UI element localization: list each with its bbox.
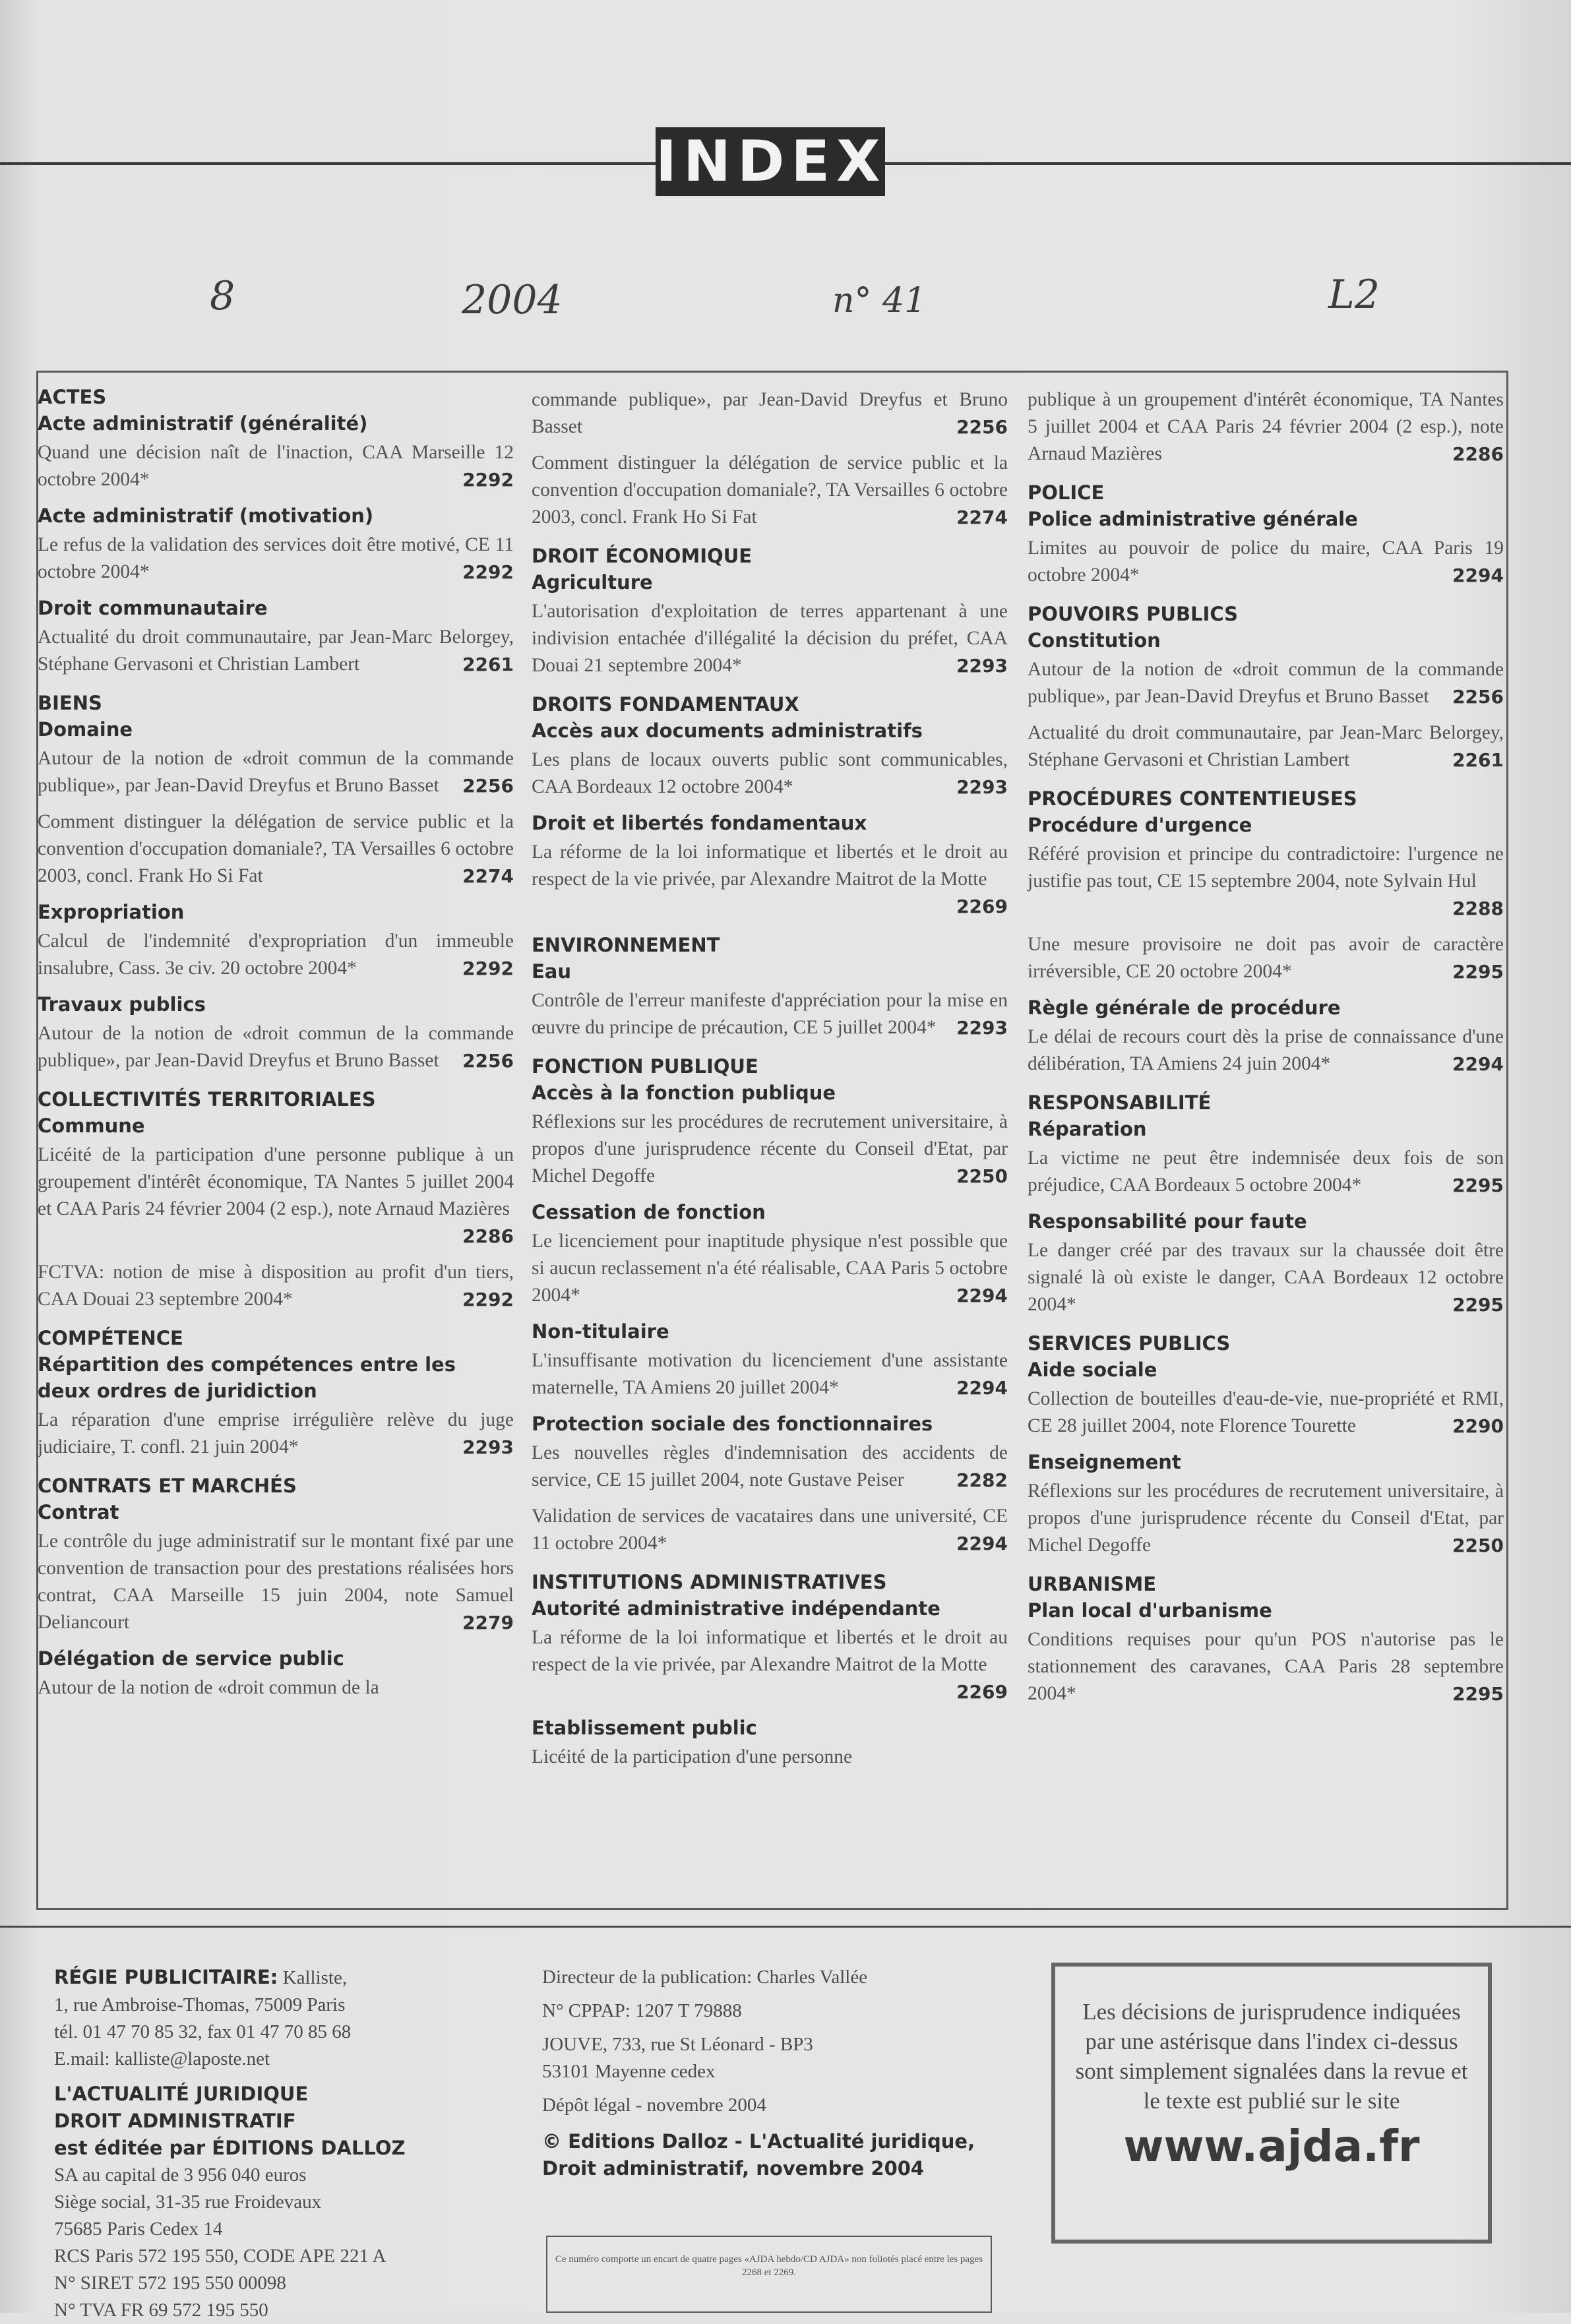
index-entry bbox=[532, 1228, 1008, 1309]
pub-line: Directeur de la publication: Charles Vallée bbox=[542, 1967, 868, 1988]
company-line: SA au capital de 3 956 040 euros bbox=[54, 2164, 307, 2186]
entry-text: Comment distinguer la délégation de service public et la convention d'occupation domaniale?, TA Versailles 6 octobre 2003, concl. Frank Ho Si Fat bbox=[532, 452, 1008, 528]
page-reference: 2292 bbox=[462, 1289, 514, 1310]
section-heading: COMPÉTENCE bbox=[38, 1327, 183, 1349]
section-heading: FONCTION PUBLIQUE bbox=[532, 1055, 758, 1078]
page-reference: 2261 bbox=[1452, 749, 1504, 771]
entry-text: L'autorisation d'exploitation de terres appartenant à une indivision entachée d'illégalité la décision du préfet, CAA Douai 21 septembre 2004* bbox=[532, 601, 1008, 676]
index-entry bbox=[532, 598, 1008, 679]
entry-text: Actualité du droit communautaire, par Jean-Marc Belorgey, Stéphane Gervasoni et Christian Lambert bbox=[38, 627, 514, 675]
entry-text: publique à un groupement d'intérêt économique, TA Nantes 5 juillet 2004 et CAA Paris 24 février 2004 (2 esp.), note Arnaud Mazières bbox=[1028, 389, 1504, 464]
index-entry bbox=[38, 1407, 514, 1461]
page-reference: 2256 bbox=[462, 1050, 514, 1072]
page-reference: 2295 bbox=[1452, 961, 1504, 983]
page-reference: 2294 bbox=[1452, 565, 1504, 586]
index-entry bbox=[38, 1528, 514, 1636]
index-entry bbox=[1028, 535, 1504, 589]
entry-text: La victime ne peut être indemnisée deux fois de son préjudice, CAA Bordeaux 5 octobre 2004* bbox=[1028, 1147, 1504, 1196]
handwritten-note-number: n° 41 bbox=[832, 281, 927, 321]
index-entry bbox=[1028, 656, 1504, 710]
page-reference: 2269 bbox=[956, 896, 1008, 917]
index-entry bbox=[38, 532, 514, 586]
entry-text: Autour de la notion de «droit commun de la bbox=[38, 1677, 379, 1698]
footer-rule bbox=[0, 1926, 1571, 1928]
page-reference: 2292 bbox=[462, 958, 514, 979]
page-reference: 2286 bbox=[1452, 443, 1504, 465]
company-line: N° SIRET 572 195 550 00098 bbox=[54, 2273, 286, 2294]
entry-text: Réflexions sur les procédures de recrutement universitaire, à propos d'une jurisprudence récente du Conseil d'Etat, par Michel Degoffe bbox=[532, 1111, 1008, 1186]
entry-text: Une mesure provisoire ne doit pas avoir de caractère irréversible, CE 20 octobre 2004* bbox=[1028, 934, 1504, 982]
index-entry bbox=[38, 1142, 514, 1250]
index-column-3 bbox=[1028, 384, 1504, 1717]
regie-line: tél. 01 47 70 85 32, fax 01 47 70 85 68 bbox=[54, 2021, 352, 2042]
index-entry bbox=[532, 386, 1008, 441]
publication-info bbox=[542, 1964, 1004, 2182]
regie-label: RÉGIE PUBLICITAIRE: bbox=[54, 1966, 278, 1988]
entry-text: L'insuffisante motivation du licenciement d'une assistante maternelle, TA Amiens 20 juillet 2004* bbox=[532, 1350, 1008, 1398]
page-reference: 2292 bbox=[462, 469, 514, 491]
page-reference: 2292 bbox=[462, 561, 514, 583]
entry-text: Référé provision et principe du contradictoire: l'urgence ne justifie pas tout, CE 15 septembre 2004, note Sylvain Hul bbox=[1028, 843, 1504, 892]
index-entry bbox=[532, 1440, 1008, 1494]
page-reference: 2294 bbox=[1452, 1053, 1504, 1075]
entry-text: Contrôle de l'erreur manifeste d'appréciation pour la mise en œuvre du principe de précaution, CE 5 juillet 2004* bbox=[532, 990, 1008, 1038]
page-reference: 2261 bbox=[462, 654, 514, 675]
section-heading: POUVOIRS PUBLICS bbox=[1028, 603, 1239, 625]
page-reference: 2294 bbox=[956, 1377, 1008, 1399]
index-entry bbox=[1028, 1478, 1504, 1559]
subsection-heading: Acte administratif (motivation) bbox=[38, 505, 374, 527]
subsection-heading: Droit communautaire bbox=[38, 597, 268, 619]
entry-text: Réflexions sur les procédures de recrutement universitaire, à propos d'une jurisprudence récente du Conseil d'Etat, par Michel Degoffe bbox=[1028, 1481, 1504, 1556]
publisher-info bbox=[54, 1964, 516, 2324]
entry-text: commande publique», par Jean-David Dreyfus et Bruno Basset bbox=[532, 389, 1008, 437]
entry-text: Actualité du droit communautaire, par Jean-Marc Belorgey, Stéphane Gervasoni et Christian Lambert bbox=[1028, 722, 1504, 770]
subsection-heading: Autorité administrative indépendante bbox=[532, 1597, 940, 1620]
section-heading: BIENS bbox=[38, 692, 102, 714]
handwritten-note-code: L2 bbox=[1328, 272, 1380, 318]
index-entry bbox=[38, 624, 514, 678]
regie-name: Kalliste, bbox=[282, 1967, 348, 1988]
index-entry bbox=[38, 809, 514, 890]
entry-text: Collection de bouteilles d'eau-de-vie, nue-propriété et RMI, CE 28 juillet 2004, note Florence Tourette bbox=[1028, 1388, 1504, 1436]
subsection-heading: Plan local d'urbanisme bbox=[1028, 1599, 1272, 1622]
subsection-heading: Agriculture bbox=[532, 571, 653, 594]
regie-line: E.mail: kalliste@laposte.net bbox=[54, 2048, 270, 2069]
insert-notice: Ce numéro comporte un encart de quatre pages «AJDA hebdo/CD AJDA» non foliotés placé entre les pages 2268 et 2269. bbox=[546, 2236, 992, 2313]
page-reference: 2295 bbox=[1452, 1175, 1504, 1196]
pub-line: N° CPPAP: 1207 T 79888 bbox=[542, 2000, 742, 2021]
asterisk-notice-text: Les décisions de jurisprudence indiquées par une astérisque dans l'index ci-dessus sont simplement signalées dans la revue et le texte est publié sur le site bbox=[1075, 1999, 1468, 2114]
index-entry bbox=[532, 1744, 1008, 1771]
section-heading: DROITS FONDAMENTAUX bbox=[532, 693, 799, 716]
page-reference: 2294 bbox=[956, 1533, 1008, 1554]
entry-text: Autour de la notion de «droit commun de la commande publique», par Jean-David Dreyfus et Bruno Basset bbox=[38, 1023, 514, 1071]
section-heading: INSTITUTIONS ADMINISTRATIVES bbox=[532, 1571, 887, 1593]
page-reference: 2293 bbox=[462, 1436, 514, 1458]
company-line: 75685 Paris Cedex 14 bbox=[54, 2218, 223, 2240]
index-entry bbox=[532, 1503, 1008, 1557]
page-reference: 2282 bbox=[956, 1469, 1008, 1491]
subsection-heading: Procédure d'urgence bbox=[1028, 814, 1252, 836]
subsection-heading: Domaine bbox=[38, 718, 133, 741]
index-entry bbox=[38, 1259, 514, 1313]
entry-text: Le délai de recours court dès la prise de connaissance d'une délibération, TA Amiens 24 juin 2004* bbox=[1028, 1026, 1504, 1074]
index-entry bbox=[1028, 386, 1504, 468]
page-reference: 2295 bbox=[1452, 1683, 1504, 1705]
company-line: RCS Paris 572 195 550, CODE APE 221 A bbox=[54, 2246, 386, 2267]
index-entry bbox=[532, 1347, 1008, 1401]
index-entry bbox=[1028, 719, 1504, 774]
page-reference: 2293 bbox=[956, 1017, 1008, 1039]
pub-line: 53101 Mayenne cedex bbox=[542, 2061, 716, 2082]
section-heading: COLLECTIVITÉS TERRITORIALES bbox=[38, 1088, 376, 1111]
page-reference: 2269 bbox=[956, 1681, 1008, 1703]
subsection-heading: Réparation bbox=[1028, 1118, 1147, 1140]
entry-text: Le licenciement pour inaptitude physique n'est possible que si aucun reclassement n'a été réalisable, CAA Paris 5 octobre 2004* bbox=[532, 1231, 1008, 1306]
section-heading: DROIT ÉCONOMIQUE bbox=[532, 545, 753, 567]
subsection-heading: Expropriation bbox=[38, 901, 185, 923]
entry-text: La réforme de la loi informatique et libertés et le droit au respect de la vie privée, par Alexandre Maitrot de la Motte bbox=[532, 841, 1008, 890]
entry-text: La réforme de la loi informatique et libertés et le droit au respect de la vie privée, par Alexandre Maitrot de la Motte bbox=[532, 1627, 1008, 1675]
page-reference: 2250 bbox=[1452, 1535, 1504, 1556]
regie-line: 1, rue Ambroise-Thomas, 75009 Paris bbox=[54, 1994, 346, 2015]
index-entry bbox=[38, 745, 514, 799]
subsection-heading: Accès aux documents administratifs bbox=[532, 719, 923, 742]
page-title: INDEX bbox=[656, 129, 887, 195]
subsection-heading: Contrat bbox=[38, 1501, 119, 1523]
index-column-1 bbox=[38, 384, 514, 1711]
subsection-heading: Non-titulaire bbox=[532, 1320, 669, 1343]
subsection-heading: Aide sociale bbox=[1028, 1359, 1157, 1381]
index-entry bbox=[1028, 841, 1504, 922]
subsection-heading: Accès à la fonction publique bbox=[532, 1082, 836, 1104]
page-reference: 2293 bbox=[956, 776, 1008, 798]
entry-text: Calcul de l'indemnité d'expropriation d'un immeuble insalubre, Cass. 3e civ. 20 octobre 2004* bbox=[38, 931, 514, 979]
index-entry bbox=[532, 450, 1008, 531]
subsection-heading: Travaux publics bbox=[38, 993, 206, 1016]
pub-line: JOUVE, 733, rue St Léonard - BP3 bbox=[542, 2034, 813, 2055]
subsection-heading: Répartition des compétences entre les deux ordres de juridiction bbox=[38, 1353, 456, 1402]
entry-text: Le contrôle du juge administratif sur le montant fixé par une convention de transaction pour des prestations réalisées hors contrat, CAA Marseille 15 juin 2004, note Samuel Deliancourt bbox=[38, 1531, 514, 1633]
index-entry bbox=[38, 1674, 514, 1701]
page-reference: 2274 bbox=[956, 506, 1008, 528]
subsection-heading: Droit et libertés fondamentaux bbox=[532, 812, 867, 834]
pub-line: Dépôt légal - novembre 2004 bbox=[542, 2095, 766, 2116]
index-entry bbox=[1028, 1237, 1504, 1318]
entry-text: Quand une décision naît de l'inaction, CAA Marseille 12 octobre 2004* bbox=[38, 442, 514, 490]
subsection-heading: Cessation de fonction bbox=[532, 1201, 766, 1223]
page-reference: 2290 bbox=[1452, 1415, 1504, 1437]
section-heading: RESPONSABILITÉ bbox=[1028, 1091, 1212, 1114]
section-heading: ENVIRONNEMENT bbox=[532, 934, 720, 956]
index-entry bbox=[532, 1624, 1008, 1705]
section-heading: CONTRATS ET MARCHÉS bbox=[38, 1475, 297, 1497]
page-reference: 2256 bbox=[956, 416, 1008, 438]
publication-title-line: DROIT ADMINISTRATIF bbox=[54, 2110, 296, 2132]
subsection-heading: Commune bbox=[38, 1115, 145, 1137]
subsection-heading: Responsabilité pour faute bbox=[1028, 1210, 1307, 1233]
entry-text: Conditions requises pour qu'un POS n'autorise pas le stationnement des caravanes, CAA Paris 28 septembre 2004* bbox=[1028, 1629, 1504, 1704]
index-entry bbox=[38, 1020, 514, 1074]
asterisk-notice-box bbox=[1051, 1963, 1492, 2244]
entry-text: Les nouvelles règles d'indemnisation des accidents de service, CE 15 juillet 2004, note Gustave Peiser bbox=[532, 1442, 1008, 1490]
page-reference: 2256 bbox=[1452, 686, 1504, 708]
subsection-heading: Eau bbox=[532, 960, 572, 983]
page-reference: 2295 bbox=[1452, 1294, 1504, 1316]
handwritten-note-year: 2004 bbox=[462, 277, 563, 323]
subsection-heading: Etablissement public bbox=[532, 1717, 757, 1739]
website-link[interactable]: www.ajda.fr bbox=[1123, 2121, 1420, 2172]
handwritten-note-volume: 8 bbox=[210, 273, 235, 319]
subsection-heading: Enseignement bbox=[1028, 1451, 1181, 1473]
subsection-heading: Acte administratif (généralité) bbox=[38, 412, 368, 435]
index-entry bbox=[1028, 931, 1504, 985]
index-entry bbox=[532, 839, 1008, 920]
index-entry bbox=[532, 987, 1008, 1041]
index-column-2 bbox=[532, 384, 1008, 1780]
page-reference: 2293 bbox=[956, 655, 1008, 677]
entry-text: Les plans de locaux ouverts public sont communicables, CAA Bordeaux 12 octobre 2004* bbox=[532, 749, 1008, 797]
section-heading: URBANISME bbox=[1028, 1573, 1157, 1595]
page-reference: 2256 bbox=[462, 775, 514, 797]
index-entry bbox=[1028, 1024, 1504, 1078]
page-reference: 2286 bbox=[462, 1225, 514, 1247]
entry-text: Licéité de la participation d'une personne bbox=[532, 1746, 853, 1767]
section-heading: PROCÉDURES CONTENTIEUSES bbox=[1028, 787, 1357, 810]
entry-text: Autour de la notion de «droit commun de la commande publique», par Jean-David Dreyfus et Bruno Basset bbox=[38, 748, 514, 796]
publication-title-line: L'ACTUALITÉ JURIDIQUE bbox=[54, 2083, 309, 2105]
subsection-heading: Constitution bbox=[1028, 629, 1161, 652]
page-reference: 2294 bbox=[956, 1285, 1008, 1306]
index-entry bbox=[532, 747, 1008, 801]
index-entry bbox=[532, 1109, 1008, 1190]
subsection-heading: Règle générale de procédure bbox=[1028, 996, 1341, 1019]
copyright: © Editions Dalloz - L'Actualité juridique, Droit administratif, novembre 2004 bbox=[542, 2130, 975, 2180]
entry-text: Validation de services de vacataires dans une université, CE 11 octobre 2004* bbox=[532, 1506, 1008, 1554]
entry-text: Licéité de la participation d'une personne publique à un groupement d'intérêt économique, TA Nantes 5 juillet 2004 et CAA Paris 24 février 2004 (2 esp.), note Arnaud Mazières bbox=[38, 1144, 514, 1219]
index-entry bbox=[1028, 1626, 1504, 1707]
index-entry bbox=[1028, 1145, 1504, 1199]
section-heading: POLICE bbox=[1028, 481, 1105, 504]
company-line: N° TVA FR 69 572 195 550 bbox=[54, 2300, 268, 2321]
section-heading: ACTES bbox=[38, 386, 107, 408]
page-reference: 2288 bbox=[1452, 898, 1504, 919]
entry-text: Autour de la notion de «droit commun de la commande publique», par Jean-David Dreyfus et Bruno Basset bbox=[1028, 659, 1504, 707]
publication-title-line: est éditée par ÉDITIONS DALLOZ bbox=[54, 2137, 406, 2159]
page-reference: 2250 bbox=[956, 1165, 1008, 1187]
entry-text: Le refus de la validation des services doit être motivé, CE 11 octobre 2004* bbox=[38, 534, 514, 582]
page-reference: 2279 bbox=[462, 1612, 514, 1634]
index-entry bbox=[1028, 1386, 1504, 1440]
entry-text: Limites au pouvoir de police du maire, CAA Paris 19 octobre 2004* bbox=[1028, 537, 1504, 586]
entry-text: FCTVA: notion de mise à disposition au profit d'un tiers, CAA Douai 23 septembre 2004* bbox=[38, 1262, 514, 1310]
subsection-heading: Délégation de service public bbox=[38, 1647, 344, 1670]
index-entry bbox=[38, 439, 514, 493]
section-heading: SERVICES PUBLICS bbox=[1028, 1332, 1231, 1355]
page-reference: 2274 bbox=[462, 865, 514, 887]
entry-text: La réparation d'une emprise irrégulière relève du juge judiciaire, T. confl. 21 juin 2004* bbox=[38, 1409, 514, 1457]
index-entry bbox=[38, 928, 514, 982]
entry-text: Comment distinguer la délégation de service public et la convention d'occupation domaniale?, TA Versailles 6 octobre 2003, concl. Frank Ho Si Fat bbox=[38, 811, 514, 886]
subsection-heading: Protection sociale des fonctionnaires bbox=[532, 1413, 933, 1435]
subsection-heading: Police administrative générale bbox=[1028, 508, 1358, 530]
entry-text: Le danger créé par des travaux sur la chaussée doit être signalé là où existe le danger, CAA Bordeaux 12 octobre 2004* bbox=[1028, 1240, 1504, 1315]
company-line: Siège social, 31-35 rue Froidevaux bbox=[54, 2191, 322, 2213]
